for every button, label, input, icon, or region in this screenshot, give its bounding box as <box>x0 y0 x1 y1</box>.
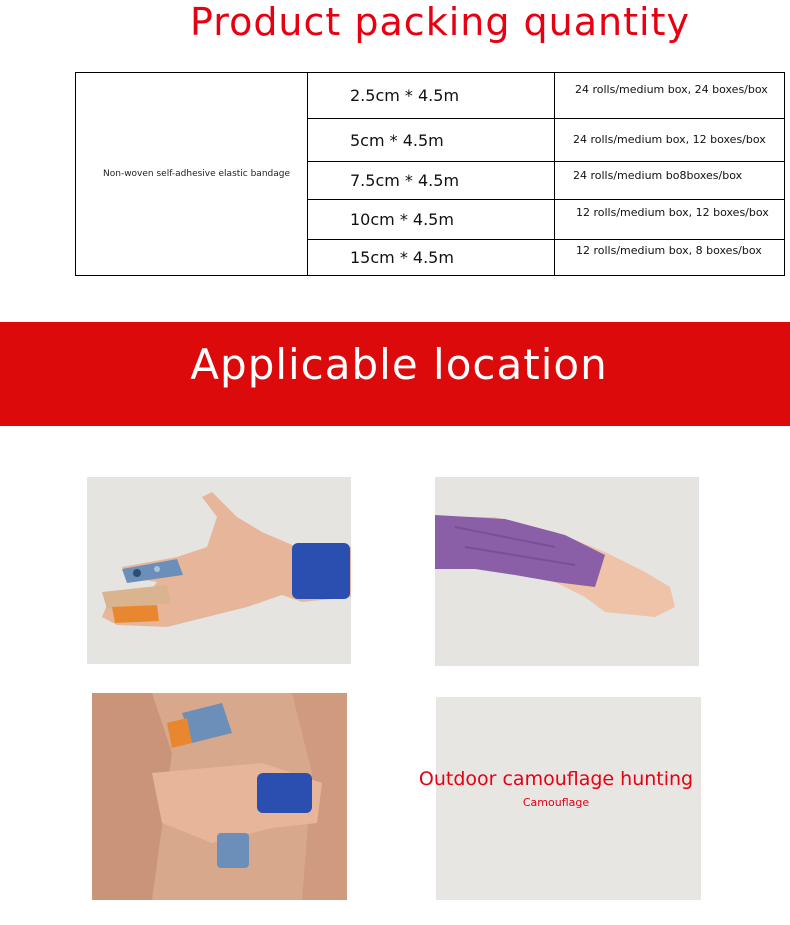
torso-hands-photo <box>92 693 347 900</box>
size-cell: 2.5cm * 4.5m <box>308 73 555 119</box>
wrist-band <box>292 543 350 599</box>
size-cell: 5cm * 4.5m <box>308 119 555 162</box>
wrist-band <box>257 773 312 813</box>
packing-cell: 24 rolls/medium bo8boxes/box <box>555 162 785 200</box>
product-name-cell: Non-woven self-adhesive elastic bandage <box>76 73 308 276</box>
size-cell: 15cm * 4.5m <box>308 240 555 276</box>
packing-cell: 12 rolls/medium box, 12 boxes/box <box>555 200 785 240</box>
packing-spec-table <box>75 72 785 276</box>
packing-cell: 12 rolls/medium box, 8 boxes/box <box>555 240 785 276</box>
packing-cell: 24 rolls/medium box, 24 boxes/box <box>555 73 785 119</box>
table-row <box>76 73 785 119</box>
ankle-foot-photo <box>435 477 699 666</box>
torso-illustration <box>92 693 347 900</box>
page-title: Product packing quantity <box>190 0 690 44</box>
size-cell: 7.5cm * 4.5m <box>308 162 555 200</box>
section-banner <box>0 322 790 426</box>
size-cell: 10cm * 4.5m <box>308 200 555 240</box>
caption-main: Outdoor camouflage hunting <box>418 768 694 790</box>
caption-sub: Camouflage <box>522 796 590 809</box>
hand-illustration <box>87 477 351 664</box>
hand-fingers-wrist-photo <box>87 477 351 664</box>
banner-title: Applicable location <box>190 340 608 389</box>
packing-cell: 24 rolls/medium box, 12 boxes/box <box>555 119 785 162</box>
ankle-illustration <box>435 477 699 666</box>
